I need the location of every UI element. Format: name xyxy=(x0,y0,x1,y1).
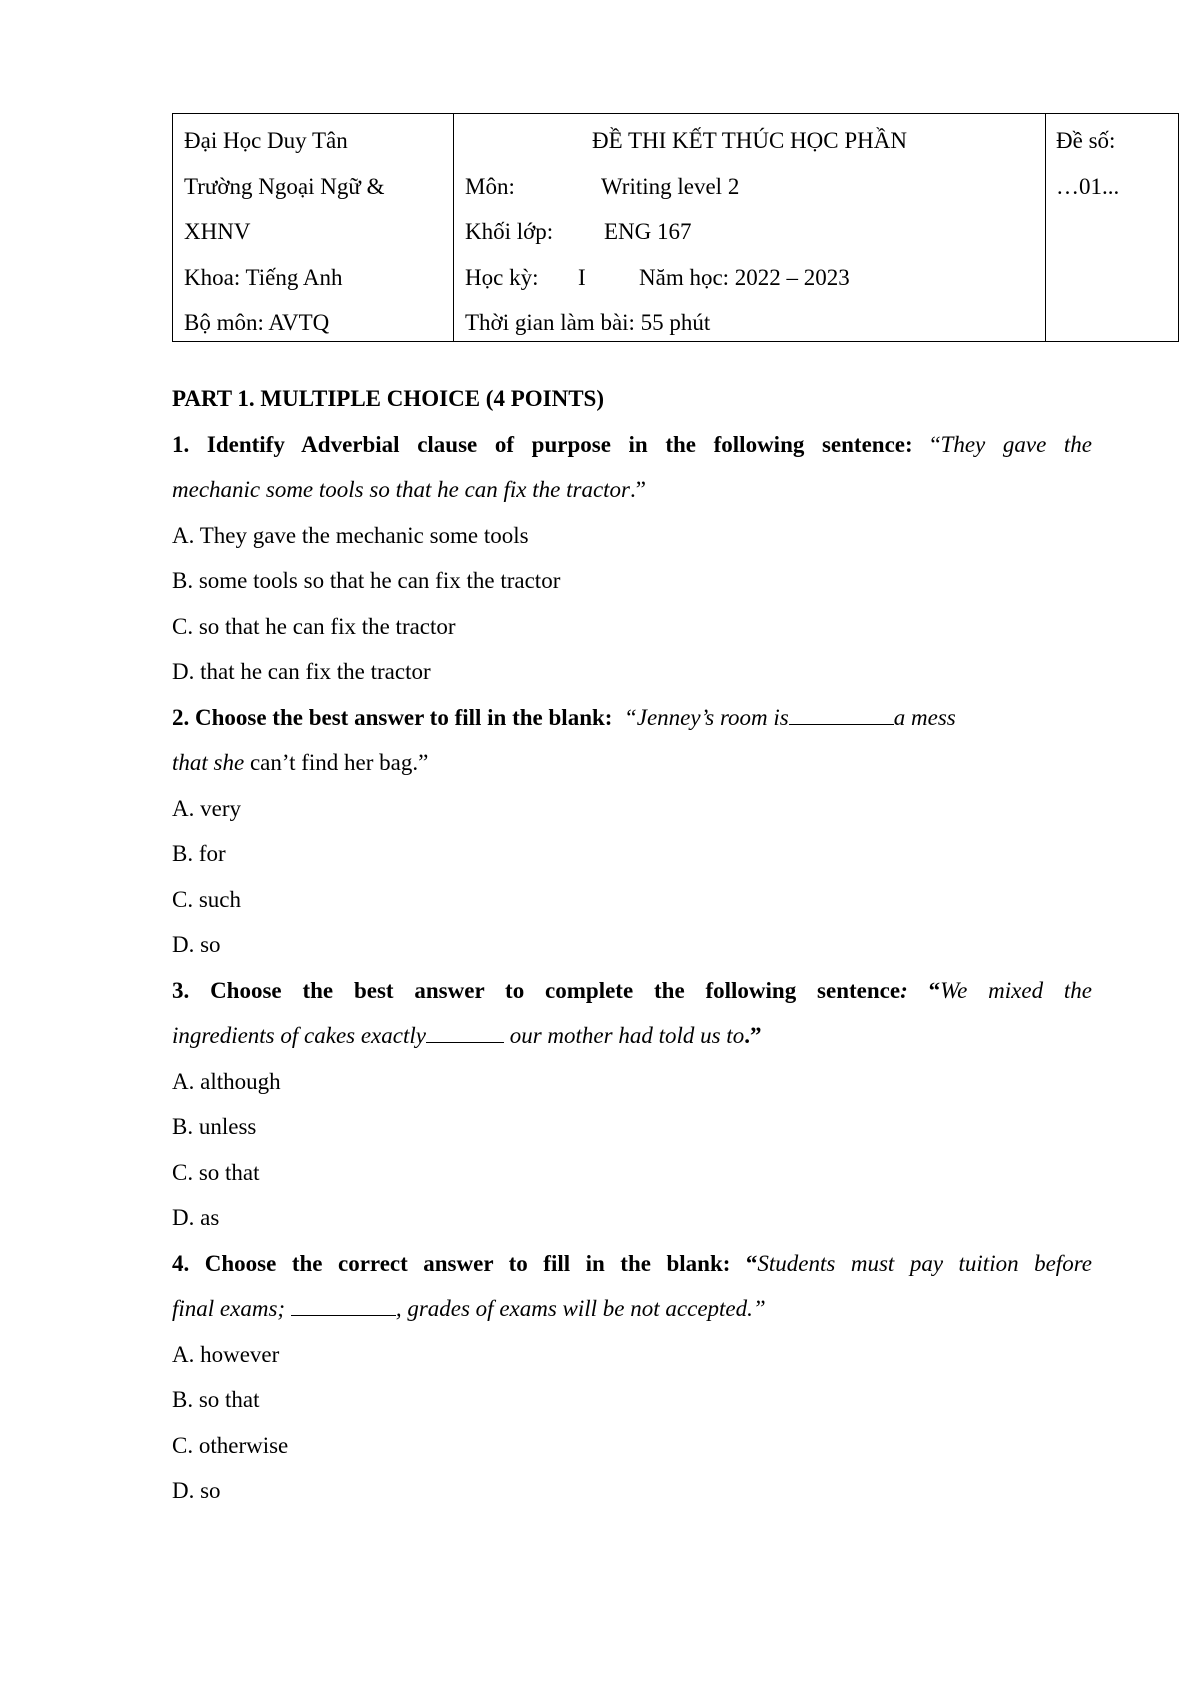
question-4-option-b[interactable]: B. so that xyxy=(172,1387,260,1412)
exam-code-value: …01... xyxy=(1056,173,1120,199)
header-exam-info-column xyxy=(454,114,1046,341)
question-4-quote-part-2: final exams; xyxy=(172,1296,286,1321)
question-3-line-2 xyxy=(172,1013,1092,1059)
school-name-cont: XHNV xyxy=(184,219,251,244)
question-2-option-d[interactable]: D. so xyxy=(172,932,221,957)
class-row xyxy=(465,209,1045,255)
school-year: Năm học: 2022 – 2023 xyxy=(639,264,850,290)
question-2 xyxy=(172,695,1092,968)
question-3-option-a[interactable]: A. although xyxy=(172,1068,281,1094)
school-name: Trường Ngoại Ngữ & xyxy=(184,173,385,199)
question-4-option-c[interactable]: C. otherwise xyxy=(172,1432,289,1458)
question-1-line-1 xyxy=(172,422,1092,468)
question-2-quote-part-4: can’t find her bag.” xyxy=(249,750,429,775)
question-1 xyxy=(172,422,1092,695)
question-4-quote-part-1: Students must pay tuition before xyxy=(757,1250,1092,1276)
part-title: PART 1. MULTIPLE CHOICE (4 POINTS) xyxy=(172,386,604,411)
question-2-line-1 xyxy=(172,695,1092,741)
subject-row xyxy=(465,164,1045,210)
subject-value: Writing level 2 xyxy=(601,173,740,199)
exam-content xyxy=(172,376,1092,1514)
question-1-quote-part-2: mechanic some tools so that he can fix the tractor xyxy=(172,477,631,502)
duration-row: Thời gian làm bài: 55 phút xyxy=(465,310,711,335)
exam-header-table xyxy=(172,113,1179,342)
question-4-blank xyxy=(291,1314,396,1316)
question-4-line-2 xyxy=(172,1286,1092,1332)
question-4-prompt: 4. Choose the correct answer to fill in the blank: xyxy=(172,1250,731,1276)
question-1-prompt: 1. Identify Adverbial clause of purpose in the following sentence: xyxy=(172,431,913,457)
exam-code-label: Đề số: xyxy=(1056,128,1116,153)
question-3-option-b[interactable]: B. unless xyxy=(172,1114,257,1139)
question-3-option-d[interactable]: D. as xyxy=(172,1205,220,1230)
question-4 xyxy=(172,1241,1092,1514)
question-4-line-1 xyxy=(172,1241,1092,1287)
question-2-option-b[interactable]: B. for xyxy=(172,841,226,866)
question-3-close-quote: .” xyxy=(744,1023,762,1048)
question-4-open-quote: “ xyxy=(745,1250,758,1276)
class-label: Khối lớp: xyxy=(465,219,554,244)
exam-title: ĐỀ THI KẾT THÚC HỌC PHẦN xyxy=(592,128,907,153)
class-value: ENG 167 xyxy=(604,219,692,244)
question-2-quote-part-3: that she xyxy=(172,750,245,775)
question-2-blank xyxy=(789,723,894,725)
question-1-close-quote: .” xyxy=(630,477,646,502)
question-3 xyxy=(172,968,1092,1241)
semester-value: I xyxy=(578,264,586,290)
semester-row xyxy=(465,255,1045,301)
question-3-blank xyxy=(426,1041,504,1043)
question-3-option-c[interactable]: C. so that xyxy=(172,1159,260,1185)
question-3-prompt: 3. Choose the best answer to complete the following sentence xyxy=(172,977,901,1003)
question-4-option-d[interactable]: D. so xyxy=(172,1478,221,1503)
question-1-option-d[interactable]: D. that he can fix the tractor xyxy=(172,659,431,684)
question-2-line-2 xyxy=(172,740,1092,786)
question-4-quote-part-3: , grades of exams will be not accepted.” xyxy=(395,1296,766,1321)
question-2-quote-part-2: a mess xyxy=(893,704,956,730)
faculty-name: Khoa: Tiếng Anh xyxy=(184,264,343,290)
question-3-quote-part-3: our mother had told us to xyxy=(509,1023,745,1048)
subject-label: Môn: xyxy=(465,173,515,199)
question-3-quote-part-1: We mixed the xyxy=(940,977,1093,1003)
question-3-quote-part-2: ingredients of cakes exactly xyxy=(172,1023,426,1048)
header-exam-code-column xyxy=(1046,114,1178,341)
question-2-quote-part-1: “Jenney’s room is xyxy=(623,704,789,730)
question-1-open-quote: “ xyxy=(930,431,941,457)
question-3-line-1 xyxy=(172,968,1092,1014)
university-name: Đại Học Duy Tân xyxy=(184,128,348,153)
question-3-colon: : xyxy=(900,977,908,1003)
question-2-option-a[interactable]: A. very xyxy=(172,795,241,821)
question-1-option-b[interactable]: B. some tools so that he can fix the tractor xyxy=(172,568,561,593)
question-4-option-a[interactable]: A. however xyxy=(172,1341,280,1367)
header-school-column xyxy=(173,114,454,341)
question-2-option-c[interactable]: C. such xyxy=(172,886,241,912)
semester-label: Học kỳ: xyxy=(465,264,539,290)
question-1-line-2 xyxy=(172,467,1092,513)
question-2-prompt: 2. Choose the best answer to fill in the blank: xyxy=(172,704,613,730)
question-1-option-c[interactable]: C. so that he can fix the tractor xyxy=(172,613,456,639)
question-1-option-a[interactable]: A. They gave the mechanic some tools xyxy=(172,522,529,548)
department-name: Bộ môn: AVTQ xyxy=(184,310,330,335)
question-3-open-quote: “ xyxy=(928,977,941,1003)
question-1-quote-part-1: They gave the xyxy=(940,431,1093,457)
